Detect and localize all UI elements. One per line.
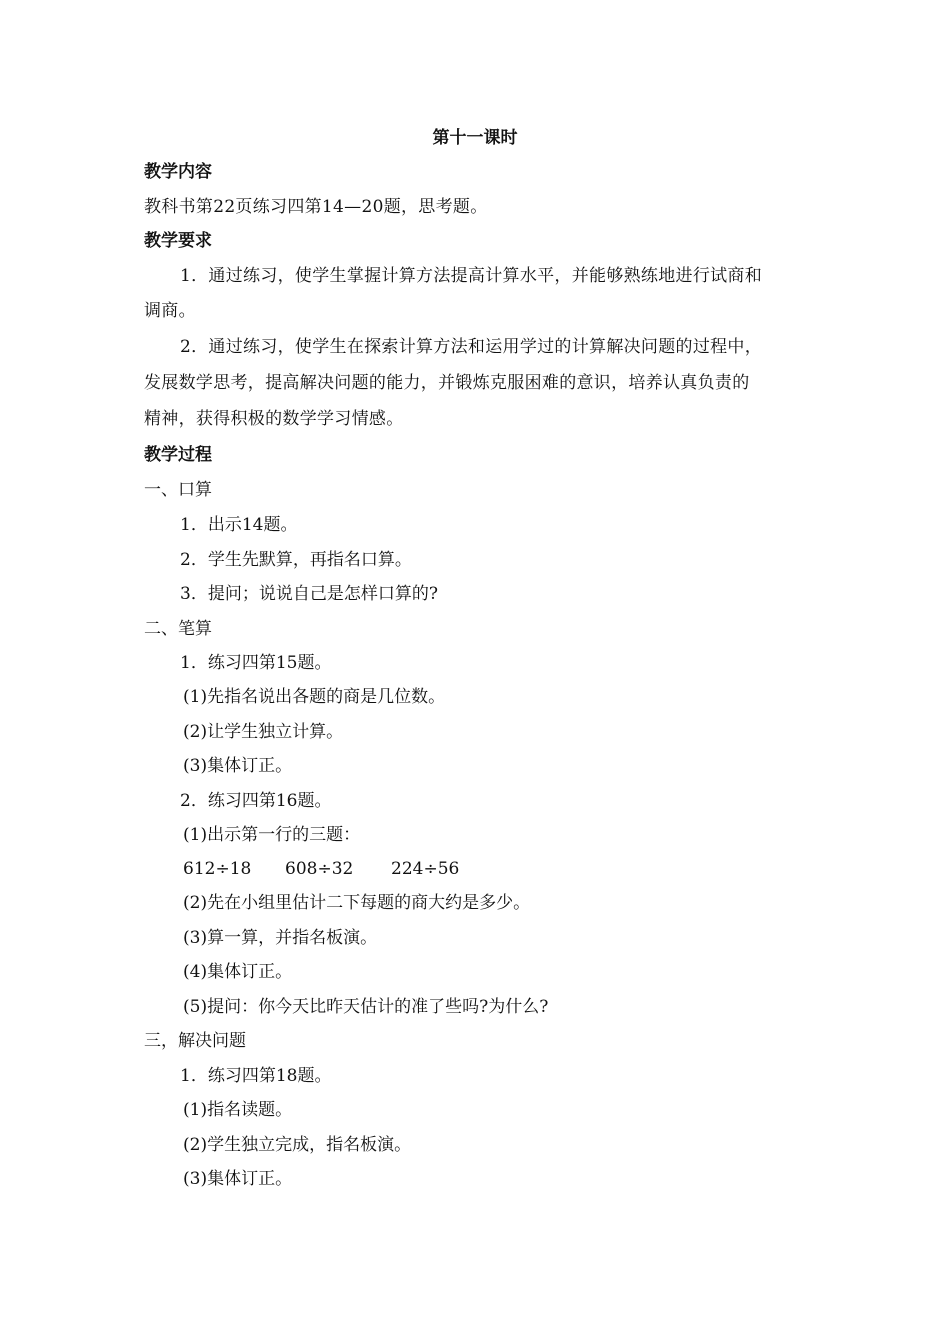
sub-item: (2)学生独立完成，指名板演。 bbox=[183, 1135, 412, 1155]
expression: 612÷18 bbox=[183, 859, 252, 879]
content-text: 教科书第22页练习四第14—20题，思考题。 bbox=[144, 197, 488, 217]
section-oral-calculation: 一、口算 bbox=[144, 480, 212, 500]
section-written-calculation: 二、笔算 bbox=[144, 619, 212, 639]
sub-item: (2)让学生独立计算。 bbox=[183, 722, 344, 742]
heading-teaching-process: 教学过程 bbox=[144, 445, 212, 465]
sub-item: (3)算一算，并指名板演。 bbox=[183, 928, 378, 948]
page-title: 第十一课时 bbox=[432, 128, 518, 148]
division-expressions bbox=[183, 858, 459, 880]
list-item: 2．练习四第16题。 bbox=[180, 791, 332, 811]
list-item: 1．练习四第15题。 bbox=[180, 653, 332, 673]
heading-teaching-content: 教学内容 bbox=[144, 162, 212, 182]
list-item: 1．练习四第18题。 bbox=[180, 1066, 332, 1086]
requirement-1-line-2: 调商。 bbox=[144, 301, 196, 321]
section-problem-solving: 三，解决问题 bbox=[144, 1031, 246, 1051]
requirement-2-line-2: 发展数学思考，提高解决问题的能力，并锻炼克服困难的意识，培养认真负责的 bbox=[144, 373, 750, 393]
requirement-2-line-1: 2．通过练习，使学生在探索计算方法和运用学过的计算解决问题的过程中， bbox=[180, 337, 763, 357]
sub-item: (1)指名读题。 bbox=[183, 1100, 293, 1120]
sub-item: (2)先在小组里估计二下每题的商大约是多少。 bbox=[183, 893, 531, 913]
sub-item: (3)集体订正。 bbox=[183, 1169, 293, 1189]
list-item: 2．学生先默算，再指名口算。 bbox=[180, 550, 412, 570]
sub-item: (1)出示第一行的三题： bbox=[183, 825, 361, 845]
list-item: 3．提问；说说自己是怎样口算的? bbox=[180, 584, 438, 604]
list-item: 1．出示14题。 bbox=[180, 515, 298, 535]
sub-item: (5)提问：你今天比昨天估计的准了些吗?为什么? bbox=[183, 997, 549, 1017]
heading-teaching-requirements: 教学要求 bbox=[144, 231, 212, 251]
expression: 224÷56 bbox=[391, 859, 460, 879]
sub-item: (4)集体订正。 bbox=[183, 962, 293, 982]
requirement-2-line-3: 精神，获得积极的数学学习情感。 bbox=[144, 409, 404, 429]
requirement-1-line-1: 1．通过练习，使学生掌握计算方法提高计算水平，并能够熟练地进行试商和 bbox=[180, 266, 763, 286]
sub-item: (3)集体订正。 bbox=[183, 756, 293, 776]
expression: 608÷32 bbox=[285, 859, 354, 879]
sub-item: (1)先指名说出各题的商是几位数。 bbox=[183, 687, 446, 707]
